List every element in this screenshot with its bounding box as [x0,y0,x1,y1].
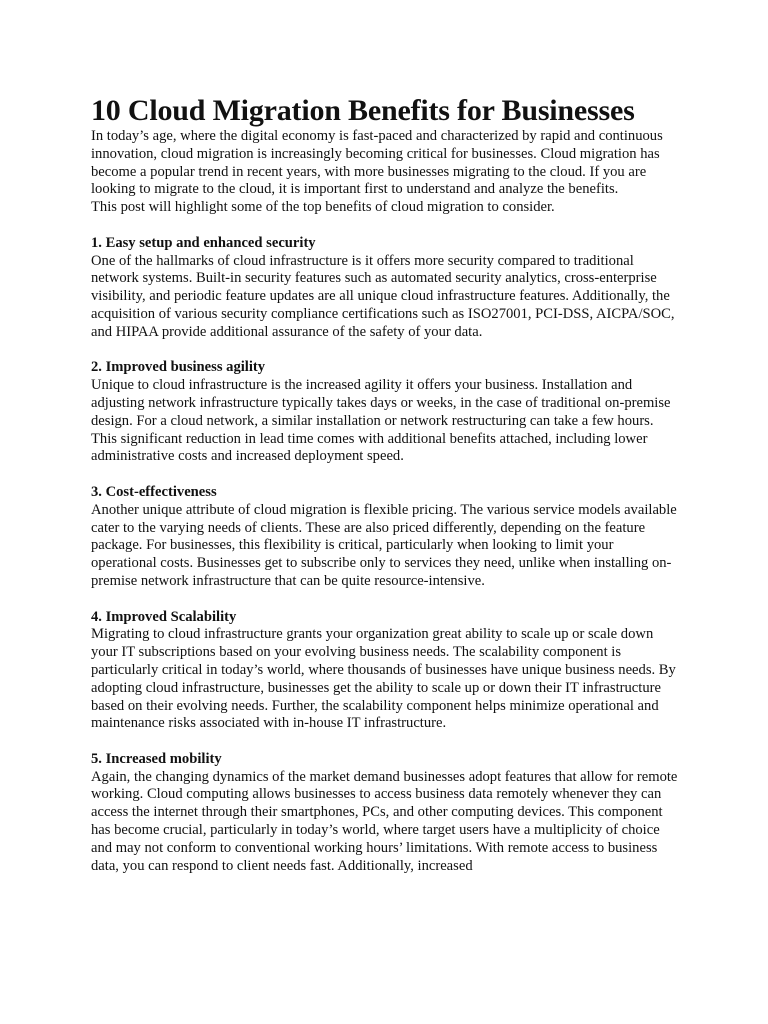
document-title: 10 Cloud Migration Benefits for Businesses [91,94,635,127]
benefit-section-5 [91,751,681,876]
benefit-section-3 [91,484,681,591]
intro [91,128,681,217]
intro-paragraph: In today’s age, where the digital economy is fast-paced and characterized by rapid and continuous innovation, cloud migration is increasingly becoming critical for businesses. Cloud migration has become a popular trend in recent years, with more businesses migrating to the cloud. If you are looking to migrate to the cloud, it is important first to understand and analyze the benefits. [91,128,663,198]
section-body: One of the hallmarks of cloud infrastructure is it offers more security compared to traditional network systems. Built-in security features such as automated security analytics, cross-enterprise visibility, and periodic feature updates are all unique cloud infrastructure features. Additionally, the acquisition of various security compliance certifications such as ISO27001, PCI-DSS, AICPA/SOC, and HIPAA provide additional assurance of the safety of your data. [91,252,675,340]
section-body: Migrating to cloud infrastructure grants your organization great ability to scale up or scale down your IT subscriptions based on your evolving business needs. The scalability component is particularly critical in today’s world, where thousands of businesses have unique business needs. By adopting cloud infrastructure, businesses get the ability to scale up or down their IT infrastructure based on their evolving needs. Further, the scalability component helps minimize operational and maintenance risks associated with in-house IT infrastructure. [91,626,676,732]
section-body: Again, the changing dynamics of the market demand businesses adopt features that allow for remote working. Cloud computing allows businesses to access business data remotely whenever they can access the internet through their smartphones, PCs, and other computing devices. This component has become crucial, particularly in today’s world, where target users have a multiplicity of choice and may not conform to conventional working hours’ limitations. With remote access to business data, you can respond to client needs fast. Additionally, increased [91,768,678,874]
section-body: Another unique attribute of cloud migration is flexible pricing. The various service models available cater to the varying needs of clients. These are also priced differently, depending on the feature package. For businesses, this flexibility is critical, particularly when looking to limit your operational costs. Businesses get to subscribe only to services they need, unlike when installing on-premise network infrastructure that can be quite resource-intensive. [91,501,677,589]
section-heading: 4. Improved Scalability [91,608,237,625]
section-heading: 1. Easy setup and enhanced security [91,234,316,251]
section-heading: 3. Cost-effectiveness [91,483,217,500]
intro-paragraph: This post will highlight some of the top benefits of cloud migration to consider. [91,199,555,216]
benefit-section-2 [91,359,681,466]
document-page [91,95,681,875]
section-heading: 5. Increased mobility [91,750,222,767]
benefit-section-1 [91,235,681,342]
section-body: Unique to cloud infrastructure is the increased agility it offers your business. Installation and adjusting network infrastructure typically takes days or weeks, in the case of traditional on-premise design. For a cloud network, a similar installation or network restructuring can take a few hours. This significant reduction in lead time comes with additional benefits attached, including lower administrative costs and increased deployment speed. [91,377,671,465]
section-heading: 2. Improved business agility [91,359,266,376]
benefit-section-4 [91,609,681,734]
